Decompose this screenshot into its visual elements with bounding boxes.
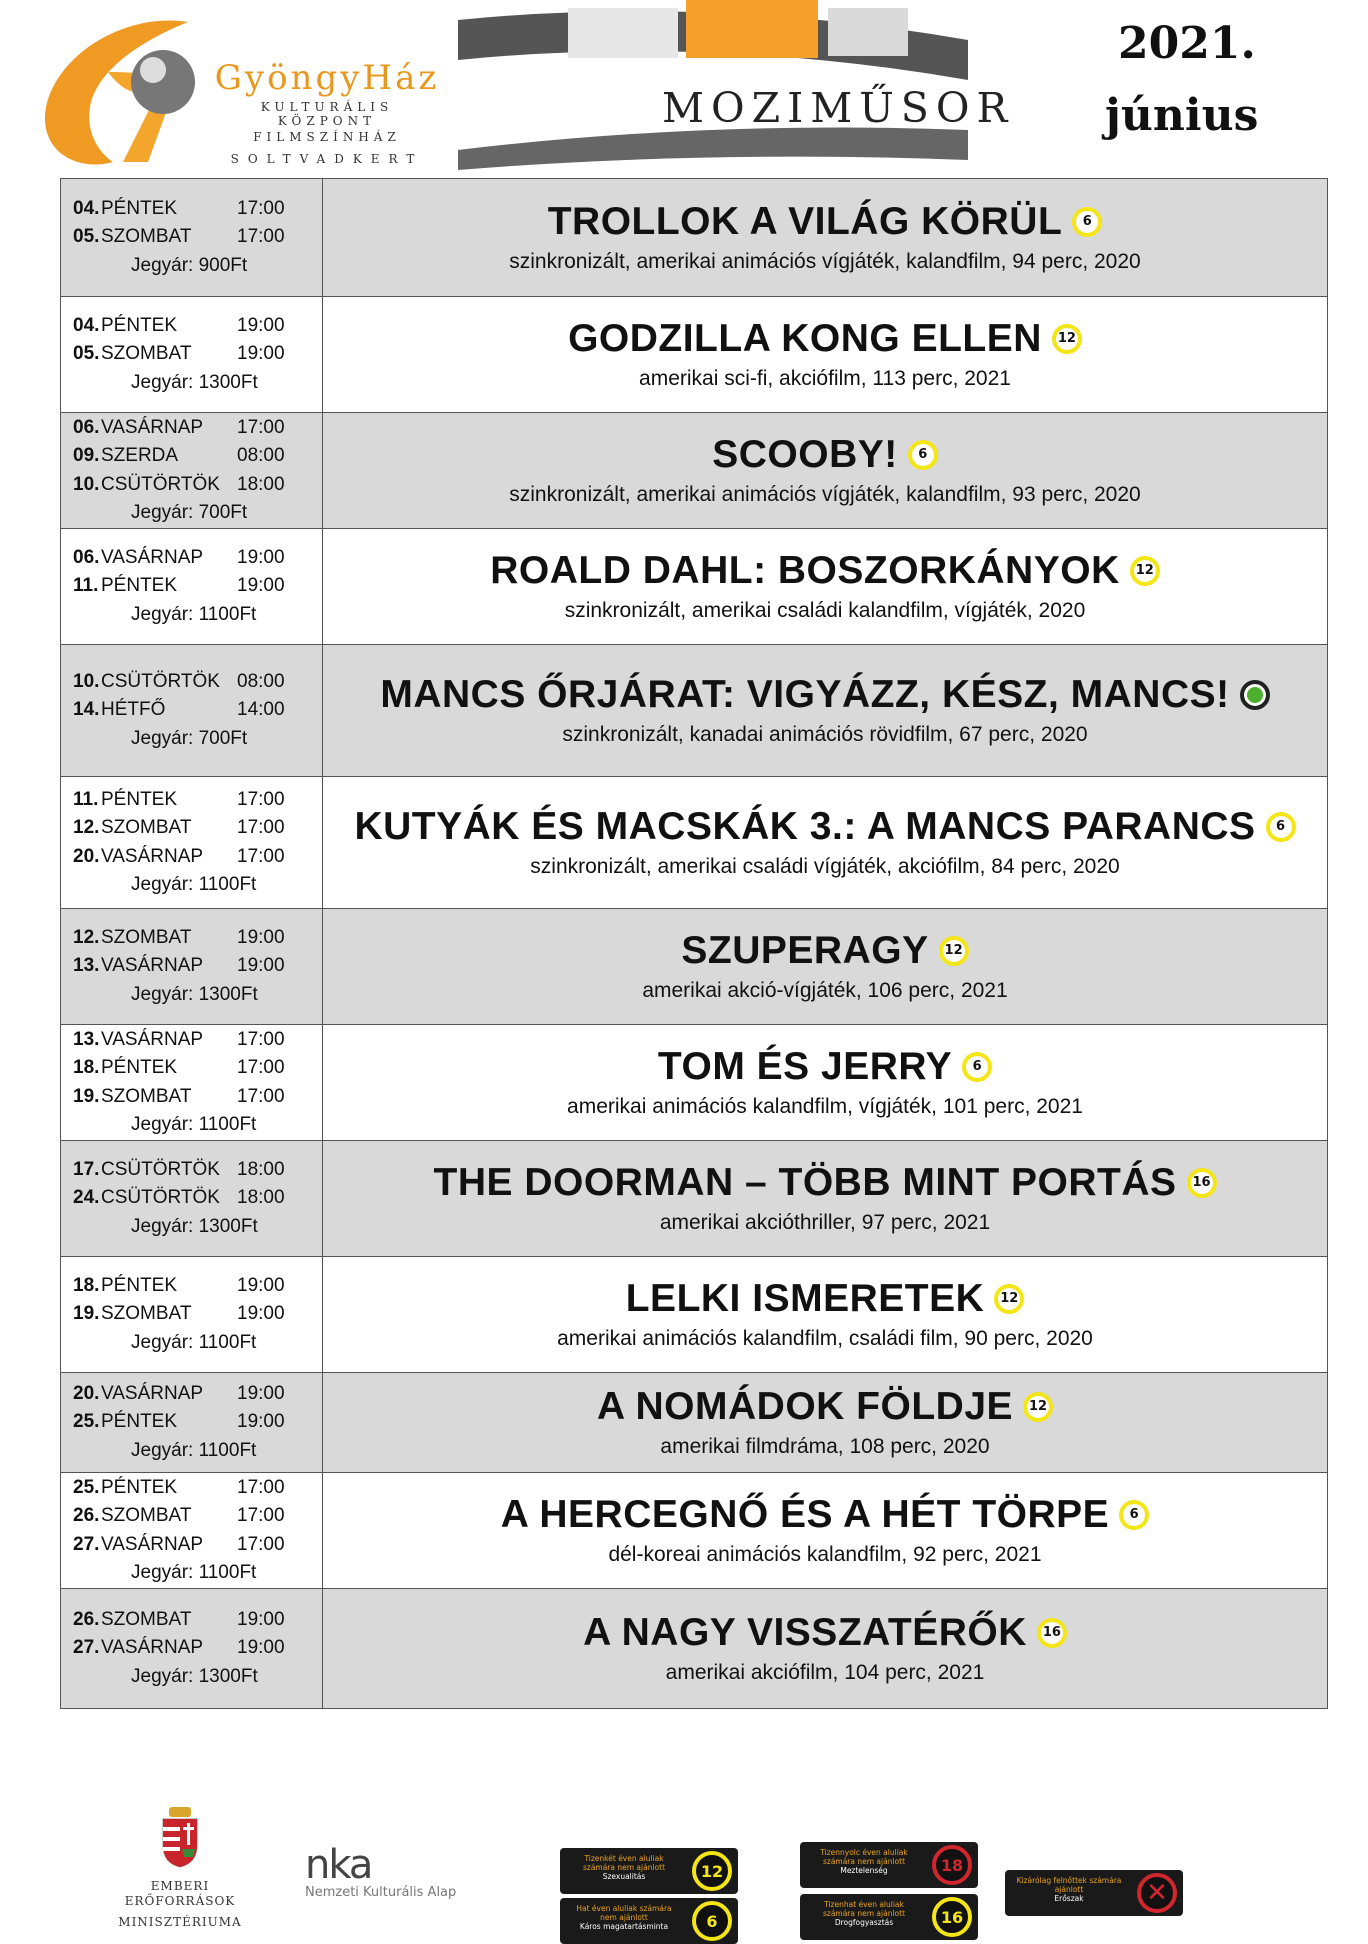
showtime [73, 1054, 322, 1083]
film-title-line [568, 315, 1082, 363]
show-date: 04. [73, 197, 100, 219]
show-date: 06. [73, 546, 100, 568]
hungarian-crest-icon [157, 1805, 203, 1869]
film-description: amerikai filmdráma, 108 perc, 2020 [660, 1434, 990, 1458]
rating-card-desc: Hat éven aluliak számára nem ajánlott [576, 1904, 672, 1922]
show-day: SZOMBAT [101, 1085, 192, 1107]
rating-card-text [1013, 1876, 1125, 1903]
org-subtitle-1: KULTURÁLIS KÖZPONT [260, 100, 394, 128]
page-footer [0, 1790, 1368, 1931]
rating-card [560, 1898, 738, 1944]
program-year: 2021. [1118, 18, 1256, 69]
film-description: amerikai animációs kalandfilm, vígjáték, 101 perc, 2021 [567, 1094, 1083, 1118]
show-date: 06. [73, 416, 100, 438]
age-rating-badge: 12 [1130, 556, 1160, 586]
film-title: LELKI ISMERETEK [625, 1276, 985, 1320]
show-date: 27. [73, 1637, 100, 1659]
age-rating-badge: 12 [1052, 324, 1082, 354]
ticket-price: Jegyár: 1100Ft [131, 1331, 257, 1353]
film-title: A HERCEGNŐ ÉS A HÉT TÖRPE [500, 1492, 1110, 1536]
age-rating-badge: 6 [1072, 207, 1102, 237]
rating-card-text [568, 1904, 680, 1931]
rating-card-text [808, 1848, 920, 1875]
ticket-price: Jegyár: 1100Ft [131, 1562, 257, 1583]
showtime [73, 572, 322, 601]
showtime [73, 1502, 322, 1531]
age-rating-badge: 12 [939, 936, 969, 966]
program-title: MOZIMŰSOR [662, 84, 1015, 132]
film-cell [323, 1141, 1327, 1256]
age-rating-badge: 12 [994, 1284, 1024, 1314]
rating-card [800, 1894, 978, 1940]
nka-logo [305, 1842, 485, 1900]
showtime [73, 1606, 322, 1635]
show-time: 17:00 [237, 1057, 285, 1078]
film-cell [323, 1589, 1327, 1708]
org-name: GyöngyHáz [214, 58, 440, 98]
showtime [73, 340, 322, 369]
show-date: 27. [73, 1533, 100, 1555]
rating-card-note: Meztelenség [840, 1866, 888, 1875]
rating-card-desc: Tizenkét éven aluliak számára nem ajánlott [582, 1854, 666, 1872]
age-rating-badge: 6 [962, 1052, 992, 1082]
showtime [73, 1184, 322, 1213]
showtime [73, 195, 322, 224]
show-time: 17:00 [237, 1476, 285, 1498]
page-header [0, 0, 1368, 178]
show-day: PÉNTEK [101, 1476, 178, 1498]
rating-card-desc: Tizenhat éven aluliak számára nem ajánlott [822, 1900, 906, 1918]
show-date: 26. [73, 1505, 100, 1526]
film-description: szinkronizált, amerikai animációs vígjáték, kalandfilm, 94 perc, 2020 [509, 249, 1141, 273]
show-day: SZOMBAT [101, 1505, 192, 1526]
rating-card-desc: Kizárólag felnőttek számára ajánlott [1016, 1876, 1122, 1894]
show-date: 18. [73, 1274, 100, 1296]
film-cell [323, 1025, 1327, 1140]
film-row [61, 179, 1327, 297]
show-time: 19:00 [237, 1382, 285, 1404]
film-title: TOM ÉS JERRY [657, 1044, 953, 1088]
rating-card-badge: ✕ [1137, 1873, 1177, 1913]
film-cell [323, 909, 1327, 1024]
showtime [73, 312, 322, 341]
showtime [73, 1272, 322, 1301]
show-time: 17:00 [237, 1085, 285, 1107]
showtime [73, 814, 322, 843]
show-time: 19:00 [237, 1411, 285, 1433]
show-date: 24. [73, 1187, 100, 1209]
schedule-table [60, 178, 1328, 1709]
show-date: 25. [73, 1476, 100, 1498]
film-title: A NAGY VISSZATÉRŐK [583, 1610, 1027, 1654]
film-row [61, 1141, 1327, 1257]
showtime [73, 442, 322, 471]
rating-card-note: Káros magatartásminta [579, 1922, 669, 1931]
film-title-line [354, 803, 1295, 851]
show-time: 17:00 [237, 845, 285, 867]
show-day: VASÁRNAP [101, 1533, 204, 1555]
show-date: 10. [73, 670, 100, 692]
ticket-price: Jegyár: 1300Ft [131, 371, 258, 393]
show-time: 17:00 [237, 1028, 285, 1050]
show-date: 18. [73, 1057, 100, 1078]
org-subtitle-2: FILMSZÍNHÁZ [253, 130, 401, 144]
film-title-line [583, 1609, 1067, 1657]
show-day: PÉNTEK [101, 1274, 178, 1296]
ticket-price: Jegyár: 1100Ft [131, 603, 257, 625]
film-title-line [626, 1275, 1025, 1323]
show-day: PÉNTEK [101, 1057, 178, 1078]
show-day: PÉNTEK [101, 197, 178, 219]
show-day: SZOMBAT [101, 226, 192, 248]
showtimes-cell [61, 909, 323, 1024]
rating-card-badge: 16 [932, 1897, 972, 1937]
film-cell [323, 777, 1327, 908]
rating-card [1005, 1870, 1183, 1916]
showtime [73, 414, 322, 443]
showtimes-cell [61, 297, 323, 412]
ticket-price: Jegyár: 700Ft [131, 502, 248, 523]
show-time: 19:00 [237, 1608, 285, 1630]
show-date: 09. [73, 445, 100, 466]
showtime [73, 1083, 322, 1112]
film-title-line [380, 671, 1269, 719]
show-time: 17:00 [237, 817, 285, 838]
showtime [73, 668, 322, 697]
show-time: 18:00 [237, 1187, 285, 1209]
film-row [61, 1025, 1327, 1141]
show-date: 05. [73, 343, 100, 365]
show-date: 20. [73, 845, 100, 867]
film-title: THE DOORMAN – TÖBB MINT PORTÁS [433, 1160, 1177, 1204]
showtimes-cell [61, 777, 323, 908]
showtimes-cell [61, 1257, 323, 1372]
age-rating-badge: 6 [1266, 812, 1296, 842]
showtime [73, 1380, 322, 1409]
film-title-line [658, 1043, 992, 1091]
film-row [61, 645, 1327, 777]
show-time: 18:00 [237, 1158, 285, 1180]
show-time: 17:00 [237, 1505, 285, 1526]
show-time: 19:00 [237, 314, 285, 336]
show-date: 17. [73, 1158, 100, 1180]
ticket-price: Jegyár: 700Ft [131, 727, 248, 749]
show-time: 19:00 [237, 955, 285, 977]
show-day: CSÜTÖRTÖK [101, 670, 220, 692]
show-day: CSÜTÖRTÖK [101, 473, 220, 495]
film-title-line [501, 1491, 1149, 1539]
show-day: PÉNTEK [101, 314, 178, 336]
film-description: amerikai akciófilm, 104 perc, 2021 [665, 1660, 985, 1684]
show-time: 17:00 [237, 1533, 285, 1555]
show-date: 11. [73, 788, 99, 810]
film-row [61, 529, 1327, 645]
showtimes-cell [61, 1373, 323, 1472]
showtimes-cell [61, 413, 323, 528]
show-day: SZOMBAT [101, 817, 192, 838]
film-title-line [681, 927, 968, 975]
nka-subtitle: Nemzeti Kulturális Alap [305, 1885, 457, 1900]
showtime [73, 1300, 322, 1329]
showtime [73, 1156, 322, 1185]
showtimes-cell [61, 1141, 323, 1256]
film-title: KUTYÁK ÉS MACSKÁK 3.: A MANCS PARANCS [354, 804, 1256, 848]
show-time: 19:00 [237, 1274, 285, 1296]
showtime [73, 1474, 322, 1503]
film-cell [323, 179, 1327, 296]
film-row [61, 1473, 1327, 1589]
show-day: VASÁRNAP [101, 416, 204, 438]
showtime [73, 1408, 322, 1437]
ticket-price: Jegyár: 1300Ft [131, 1665, 258, 1687]
show-day: SZOMBAT [101, 343, 192, 365]
show-date: 12. [73, 817, 100, 838]
show-time: 14:00 [237, 699, 285, 721]
show-time: 19:00 [237, 1637, 285, 1659]
show-time: 17:00 [237, 788, 285, 810]
show-day: VASÁRNAP [101, 955, 204, 977]
film-title: MANCS ŐRJÁRAT: VIGYÁZZ, KÉSZ, MANCS! [380, 672, 1230, 716]
show-day: PÉNTEK [101, 788, 178, 810]
showtime [73, 786, 322, 815]
org-block [212, 58, 442, 166]
rating-card-badge: 18 [932, 1845, 972, 1885]
show-time: 17:00 [237, 197, 285, 219]
show-day: SZOMBAT [101, 1608, 192, 1630]
showtime [73, 952, 322, 981]
showtimes-cell [61, 1025, 323, 1140]
film-row [61, 1373, 1327, 1473]
film-title-line [490, 547, 1159, 595]
film-description: amerikai akció-vígjáték, 106 perc, 2021 [642, 978, 1008, 1002]
rating-card-note: Szexualitás [602, 1872, 646, 1881]
show-date: 20. [73, 1382, 100, 1404]
film-cell [323, 645, 1327, 776]
ticket-price: Jegyár: 1100Ft [131, 874, 257, 895]
film-row [61, 1257, 1327, 1373]
rating-card-note: Drogfogyasztás [834, 1918, 894, 1927]
show-time: 19:00 [237, 575, 285, 597]
show-time: 19:00 [237, 546, 285, 568]
ministry-name-2: MINISZTÉRIUMA [118, 1915, 242, 1929]
showtimes-cell [61, 1589, 323, 1708]
showtime [73, 1634, 322, 1663]
showtime [73, 1026, 322, 1055]
show-time: 08:00 [237, 670, 285, 692]
film-title: GODZILLA KONG ELLEN [568, 316, 1042, 360]
show-date: 05. [73, 226, 100, 248]
rating-card-text [568, 1854, 680, 1881]
film-title-line [597, 1383, 1053, 1431]
film-description: amerikai sci-fi, akciófilm, 113 perc, 2021 [639, 366, 1011, 390]
show-time: 18:00 [237, 473, 285, 495]
show-date: 13. [73, 1028, 100, 1050]
rating-card [560, 1848, 738, 1894]
show-date: 26. [73, 1608, 100, 1630]
film-title-line [712, 431, 938, 479]
nka-logo-text: nka [305, 1842, 372, 1888]
showtime [73, 843, 322, 872]
show-day: VASÁRNAP [101, 845, 204, 867]
film-description: amerikai animációs kalandfilm, családi film, 90 perc, 2020 [557, 1326, 1093, 1350]
showtime [73, 696, 322, 725]
showtime [73, 544, 322, 573]
film-title: SCOOBY! [712, 432, 898, 476]
show-day: VASÁRNAP [101, 1637, 204, 1659]
film-description: szinkronizált, kanadai animációs rövidfilm, 67 perc, 2020 [562, 722, 1088, 746]
show-time: 08:00 [237, 445, 285, 466]
gyongyhaz-logo-icon [38, 12, 213, 172]
rating-card-text [808, 1900, 920, 1927]
film-cell [323, 529, 1327, 644]
film-title: TROLLOK A VILÁG KÖRÜL [547, 199, 1063, 243]
film-title: SZUPERAGY [681, 928, 929, 972]
show-date: 10. [73, 473, 100, 495]
ticket-price: Jegyár: 1100Ft [131, 1114, 257, 1135]
film-row [61, 297, 1327, 413]
show-date: 19. [73, 1303, 100, 1325]
age-rating-badge: 12 [1023, 1392, 1053, 1422]
rating-green-icon [1240, 680, 1270, 710]
show-date: 11. [73, 575, 99, 597]
showtimes-cell [61, 645, 323, 776]
ticket-price: Jegyár: 1300Ft [131, 983, 258, 1005]
show-date: 25. [73, 1411, 100, 1433]
film-cell [323, 1257, 1327, 1372]
show-time: 19:00 [237, 1303, 285, 1325]
ministry-name-1: EMBERI ERŐFORRÁSOK [124, 1879, 236, 1908]
film-description: szinkronizált, amerikai animációs vígjáték, kalandfilm, 93 perc, 2020 [509, 482, 1141, 506]
show-date: 13. [73, 955, 100, 977]
film-description: szinkronizált, amerikai családi vígjáték, akciófilm, 84 perc, 2020 [530, 854, 1120, 878]
showtimes-cell [61, 529, 323, 644]
rating-card-desc: Tizennyolc éven aluliak számára nem ajánlott [820, 1848, 908, 1866]
rating-card [800, 1842, 978, 1888]
show-day: VASÁRNAP [101, 1382, 204, 1404]
film-cell [323, 1473, 1327, 1588]
age-rating-badge: 16 [1037, 1618, 1067, 1648]
film-description: szinkronizált, amerikai családi kalandfilm, vígjáték, 2020 [564, 598, 1086, 622]
show-date: 04. [73, 314, 100, 336]
show-time: 17:00 [237, 226, 285, 248]
film-row [61, 1589, 1327, 1709]
show-day: VASÁRNAP [101, 1028, 204, 1050]
show-day: SZOMBAT [101, 926, 192, 948]
film-description: dél-koreai animációs kalandfilm, 92 perc, 2021 [608, 1542, 1042, 1566]
film-row [61, 777, 1327, 909]
film-title: ROALD DAHL: BOSZORKÁNYOK [490, 548, 1120, 592]
ministry-logo [100, 1805, 260, 1930]
show-date: 12. [73, 926, 100, 948]
show-time: 19:00 [237, 343, 285, 365]
show-date: 14. [73, 699, 100, 721]
show-day: CSÜTÖRTÖK [101, 1187, 220, 1209]
film-title-line [548, 198, 1103, 246]
film-title-line [434, 1159, 1217, 1207]
showtime [73, 1531, 322, 1560]
film-row [61, 413, 1327, 529]
age-rating-badge: 6 [908, 440, 938, 470]
showtimes-cell [61, 1473, 323, 1588]
film-cell [323, 413, 1327, 528]
show-day: PÉNTEK [101, 575, 178, 597]
film-row [61, 909, 1327, 1025]
show-time: 17:00 [237, 416, 285, 438]
show-date: 19. [73, 1085, 100, 1107]
showtime [73, 471, 322, 500]
show-time: 19:00 [237, 926, 285, 948]
rating-card-note: Erőszak [1054, 1894, 1084, 1903]
rating-card-badge: 12 [692, 1851, 732, 1891]
showtime [73, 223, 322, 252]
rating-card-badge: 6 [692, 1901, 732, 1941]
show-day: PÉNTEK [101, 1411, 178, 1433]
show-day: HÉTFŐ [101, 699, 166, 721]
showtimes-cell [61, 179, 323, 296]
ticket-price: Jegyár: 1100Ft [131, 1439, 257, 1461]
program-month: június [1105, 90, 1259, 141]
film-title: A NOMÁDOK FÖLDJE [596, 1384, 1014, 1428]
film-cell [323, 1373, 1327, 1472]
age-rating-badge: 6 [1119, 1500, 1149, 1530]
film-description: amerikai akcióthriller, 97 perc, 2021 [659, 1210, 991, 1234]
show-day: VASÁRNAP [101, 546, 204, 568]
show-day: SZOMBAT [101, 1303, 192, 1325]
org-place: SOLTVADKERT [230, 152, 424, 166]
ticket-price: Jegyár: 900Ft [131, 254, 248, 276]
ticket-price: Jegyár: 1300Ft [131, 1215, 258, 1237]
film-cell [323, 297, 1327, 412]
show-day: SZERDA [101, 445, 179, 466]
show-day: CSÜTÖRTÖK [101, 1158, 220, 1180]
showtime [73, 924, 322, 953]
age-rating-badge: 16 [1187, 1168, 1217, 1198]
